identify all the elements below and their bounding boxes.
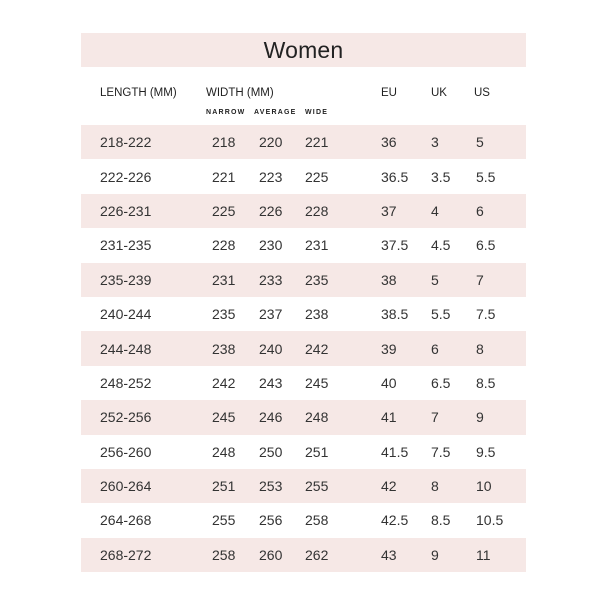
wide-width-cell: 228 — [305, 202, 329, 219]
table-row — [81, 228, 526, 262]
eu-size-cell: 36.5 — [381, 168, 409, 185]
narrow-width-cell: 258 — [212, 546, 236, 563]
table-row — [81, 263, 526, 297]
eu-size-cell: 42 — [381, 478, 397, 495]
header-wide: WIDE — [305, 109, 329, 116]
uk-size-cell: 6.5 — [431, 374, 451, 391]
header-width: WIDTH (MM) — [206, 87, 274, 99]
wide-width-cell: 235 — [305, 271, 329, 288]
narrow-width-cell: 228 — [212, 237, 236, 254]
length-cell: 248-252 — [100, 374, 152, 391]
wide-width-cell: 255 — [305, 478, 329, 495]
wide-width-cell: 242 — [305, 340, 329, 357]
header-us: US — [474, 87, 490, 99]
us-size-cell: 7 — [476, 271, 484, 288]
table-row — [81, 400, 526, 434]
length-cell: 260-264 — [100, 478, 152, 495]
average-width-cell: 240 — [259, 340, 283, 357]
narrow-width-cell: 242 — [212, 374, 236, 391]
table-row — [81, 297, 526, 331]
average-width-cell: 246 — [259, 409, 283, 426]
table-row — [81, 538, 526, 572]
table-row — [81, 125, 526, 159]
average-width-cell: 237 — [259, 306, 283, 323]
uk-size-cell: 4 — [431, 202, 439, 219]
wide-width-cell: 231 — [305, 237, 329, 254]
narrow-width-cell: 221 — [212, 168, 236, 185]
wide-width-cell: 221 — [305, 134, 329, 151]
eu-size-cell: 39 — [381, 340, 397, 357]
us-size-cell: 8 — [476, 340, 484, 357]
narrow-width-cell: 218 — [212, 134, 236, 151]
narrow-width-cell: 255 — [212, 512, 236, 529]
eu-size-cell: 36 — [381, 134, 397, 151]
table-row — [81, 435, 526, 469]
uk-size-cell: 5.5 — [431, 306, 451, 323]
narrow-width-cell: 238 — [212, 340, 236, 357]
us-size-cell: 10.5 — [476, 512, 504, 529]
table-row — [81, 194, 526, 228]
size-chart — [81, 33, 526, 572]
eu-size-cell: 40 — [381, 374, 397, 391]
eu-size-cell: 41 — [381, 409, 397, 426]
header-narrow: NARROW — [206, 109, 246, 116]
eu-size-cell: 38 — [381, 271, 397, 288]
average-width-cell: 256 — [259, 512, 283, 529]
narrow-width-cell: 251 — [212, 478, 236, 495]
wide-width-cell: 258 — [305, 512, 329, 529]
average-width-cell: 226 — [259, 202, 283, 219]
eu-size-cell: 37 — [381, 202, 397, 219]
average-width-cell: 253 — [259, 478, 283, 495]
length-cell: 240-244 — [100, 306, 152, 323]
wide-width-cell: 245 — [305, 374, 329, 391]
average-width-cell: 260 — [259, 546, 283, 563]
table-body — [81, 125, 526, 572]
eu-size-cell: 42.5 — [381, 512, 409, 529]
us-size-cell: 11 — [476, 546, 491, 563]
narrow-width-cell: 245 — [212, 409, 236, 426]
average-width-cell: 233 — [259, 271, 283, 288]
uk-size-cell: 8.5 — [431, 512, 451, 529]
header-average: AVERAGE — [254, 109, 297, 116]
length-cell: 231-235 — [100, 237, 152, 254]
uk-size-cell: 3.5 — [431, 168, 451, 185]
uk-size-cell: 7 — [431, 409, 439, 426]
length-cell: 235-239 — [100, 271, 152, 288]
eu-size-cell: 37.5 — [381, 237, 409, 254]
chart-title-bar — [81, 33, 526, 67]
wide-width-cell: 262 — [305, 546, 329, 563]
narrow-width-cell: 225 — [212, 202, 236, 219]
eu-size-cell: 41.5 — [381, 443, 409, 460]
header-length: LENGTH (MM) — [100, 87, 177, 99]
table-row — [81, 503, 526, 537]
header-uk: UK — [431, 87, 447, 99]
wide-width-cell: 251 — [305, 443, 329, 460]
length-cell: 268-272 — [100, 546, 152, 563]
table-row — [81, 331, 526, 365]
length-cell: 218-222 — [100, 134, 152, 151]
narrow-width-cell: 248 — [212, 443, 236, 460]
length-cell: 264-268 — [100, 512, 152, 529]
average-width-cell: 223 — [259, 168, 283, 185]
average-width-cell: 243 — [259, 374, 283, 391]
wide-width-cell: 248 — [305, 409, 329, 426]
wide-width-cell: 225 — [305, 168, 329, 185]
narrow-width-cell: 231 — [212, 271, 236, 288]
average-width-cell: 220 — [259, 134, 283, 151]
uk-size-cell: 8 — [431, 478, 439, 495]
uk-size-cell: 6 — [431, 340, 439, 357]
uk-size-cell: 9 — [431, 546, 439, 563]
uk-size-cell: 5 — [431, 271, 439, 288]
length-cell: 256-260 — [100, 443, 152, 460]
us-size-cell: 5 — [476, 134, 484, 151]
wide-width-cell: 238 — [305, 306, 329, 323]
eu-size-cell: 38.5 — [381, 306, 409, 323]
us-size-cell: 7.5 — [476, 306, 496, 323]
us-size-cell: 9.5 — [476, 443, 496, 460]
uk-size-cell: 4.5 — [431, 237, 451, 254]
us-size-cell: 6.5 — [476, 237, 496, 254]
table-row — [81, 366, 526, 400]
length-cell: 252-256 — [100, 409, 152, 426]
chart-title: Women — [263, 36, 344, 63]
narrow-width-cell: 235 — [212, 306, 236, 323]
length-cell: 226-231 — [100, 202, 152, 219]
header-eu: EU — [381, 87, 397, 99]
us-size-cell: 10 — [476, 478, 492, 495]
uk-size-cell: 7.5 — [431, 443, 451, 460]
us-size-cell: 8.5 — [476, 374, 496, 391]
us-size-cell: 9 — [476, 409, 484, 426]
uk-size-cell: 3 — [431, 134, 439, 151]
us-size-cell: 6 — [476, 202, 484, 219]
average-width-cell: 230 — [259, 237, 283, 254]
eu-size-cell: 43 — [381, 546, 397, 563]
length-cell: 244-248 — [100, 340, 152, 357]
us-size-cell: 5.5 — [476, 168, 496, 185]
average-width-cell: 250 — [259, 443, 283, 460]
table-row — [81, 469, 526, 503]
length-cell: 222-226 — [100, 168, 152, 185]
table-header — [81, 67, 526, 125]
table-row — [81, 159, 526, 193]
